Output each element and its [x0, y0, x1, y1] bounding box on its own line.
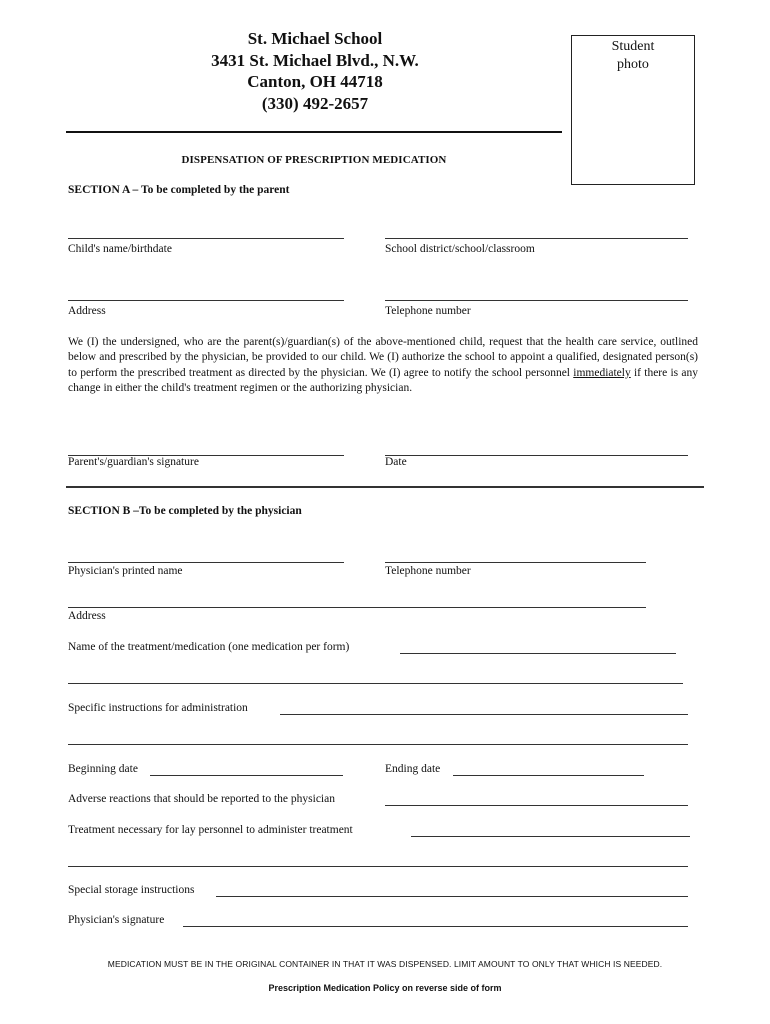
storage-label: Special storage instructions: [68, 884, 195, 896]
physician-telephone-field[interactable]: [385, 562, 646, 563]
physician-signature-label: Physician's signature: [68, 914, 165, 926]
treatment-field-continued[interactable]: [68, 683, 683, 684]
photo-box-label-line1: Student: [611, 39, 655, 54]
policy-reference: Prescription Medication Policy on reverse side of form: [268, 983, 502, 993]
section-a-title: SECTION A – To be completed by the parent: [68, 184, 290, 196]
school-address: 3431 St. Michael Blvd., N.W.: [211, 50, 419, 70]
treatment-field[interactable]: [400, 653, 676, 654]
ending-date-label: Ending date: [385, 763, 441, 775]
storage-field[interactable]: [216, 896, 688, 897]
parent-date-field[interactable]: [385, 455, 688, 456]
consent-emphasis: immediately: [573, 366, 631, 379]
adverse-reactions-label: Adverse reactions that should be reported to the physician: [68, 793, 335, 805]
consent-text-part2: if there is any change in either the child's treatment regimen or the authorizing physician.: [68, 366, 698, 395]
consent-paragraph: [68, 335, 698, 397]
section-b-title: SECTION B –To be completed by the physician: [68, 505, 302, 517]
child-name-field[interactable]: [68, 238, 344, 239]
beginning-date-label: Beginning date: [68, 763, 138, 775]
physician-address-field[interactable]: [68, 607, 646, 608]
physician-address-label: Address: [68, 610, 106, 622]
ending-date-field[interactable]: [453, 775, 644, 776]
adverse-reactions-field[interactable]: [385, 805, 688, 806]
child-name-label: Child's name/birthdate: [68, 243, 172, 255]
treatment-label: Name of the treatment/medication (one medication per form): [68, 641, 350, 653]
school-classroom-field[interactable]: [385, 238, 688, 239]
parent-address-label: Address: [68, 305, 106, 317]
parent-telephone-label: Telephone number: [385, 305, 471, 317]
lay-treatment-field[interactable]: [411, 836, 690, 837]
photo-box-label-line2: photo: [617, 57, 649, 72]
school-name: St. Michael School: [247, 29, 383, 48]
parent-signature-label: Parent's/guardian's signature: [68, 456, 199, 468]
instructions-label: Specific instructions for administration: [68, 702, 248, 714]
school-phone: (330) 492-2657: [261, 93, 369, 113]
form-title: DISPENSATION OF PRESCRIPTION MEDICATION: [181, 154, 447, 166]
school-header: [150, 28, 480, 114]
medication-container-note: MEDICATION MUST BE IN THE ORIGINAL CONTAINER IN THAT IT WAS DISPENSED. LIMIT AMOUNT TO ONLY THAT WHICH IS NEEDED.: [107, 959, 663, 969]
parent-address-field[interactable]: [68, 300, 344, 301]
lay-treatment-field-continued[interactable]: [68, 866, 688, 867]
parent-telephone-field[interactable]: [385, 300, 688, 301]
physician-signature-field[interactable]: [183, 926, 688, 927]
section-divider: [66, 486, 704, 488]
physician-name-label: Physician's printed name: [68, 565, 183, 577]
consent-text-part1: We (I) the undersigned, who are the parent(s)/guardian(s) of the above-mentioned child, request that the health care service, outlined below and prescribed by the physician, be provided to our child. We (I) authorize the school to appoint a qualified, designated person(s) to perform the prescribed treatment as directed by the physician. We (I) agree to notify the school personnel: [68, 336, 698, 379]
physician-name-field[interactable]: [68, 562, 344, 563]
beginning-date-field[interactable]: [150, 775, 343, 776]
header-divider: [66, 131, 562, 133]
school-classroom-label: School district/school/classroom: [385, 243, 535, 255]
physician-telephone-label: Telephone number: [385, 565, 471, 577]
school-city: Canton, OH 44718: [247, 72, 383, 91]
student-photo-box[interactable]: [571, 35, 695, 185]
instructions-field[interactable]: [280, 714, 688, 715]
lay-treatment-label: Treatment necessary for lay personnel to administer treatment: [68, 824, 353, 836]
parent-date-label: Date: [385, 456, 407, 468]
instructions-field-continued[interactable]: [68, 744, 688, 745]
